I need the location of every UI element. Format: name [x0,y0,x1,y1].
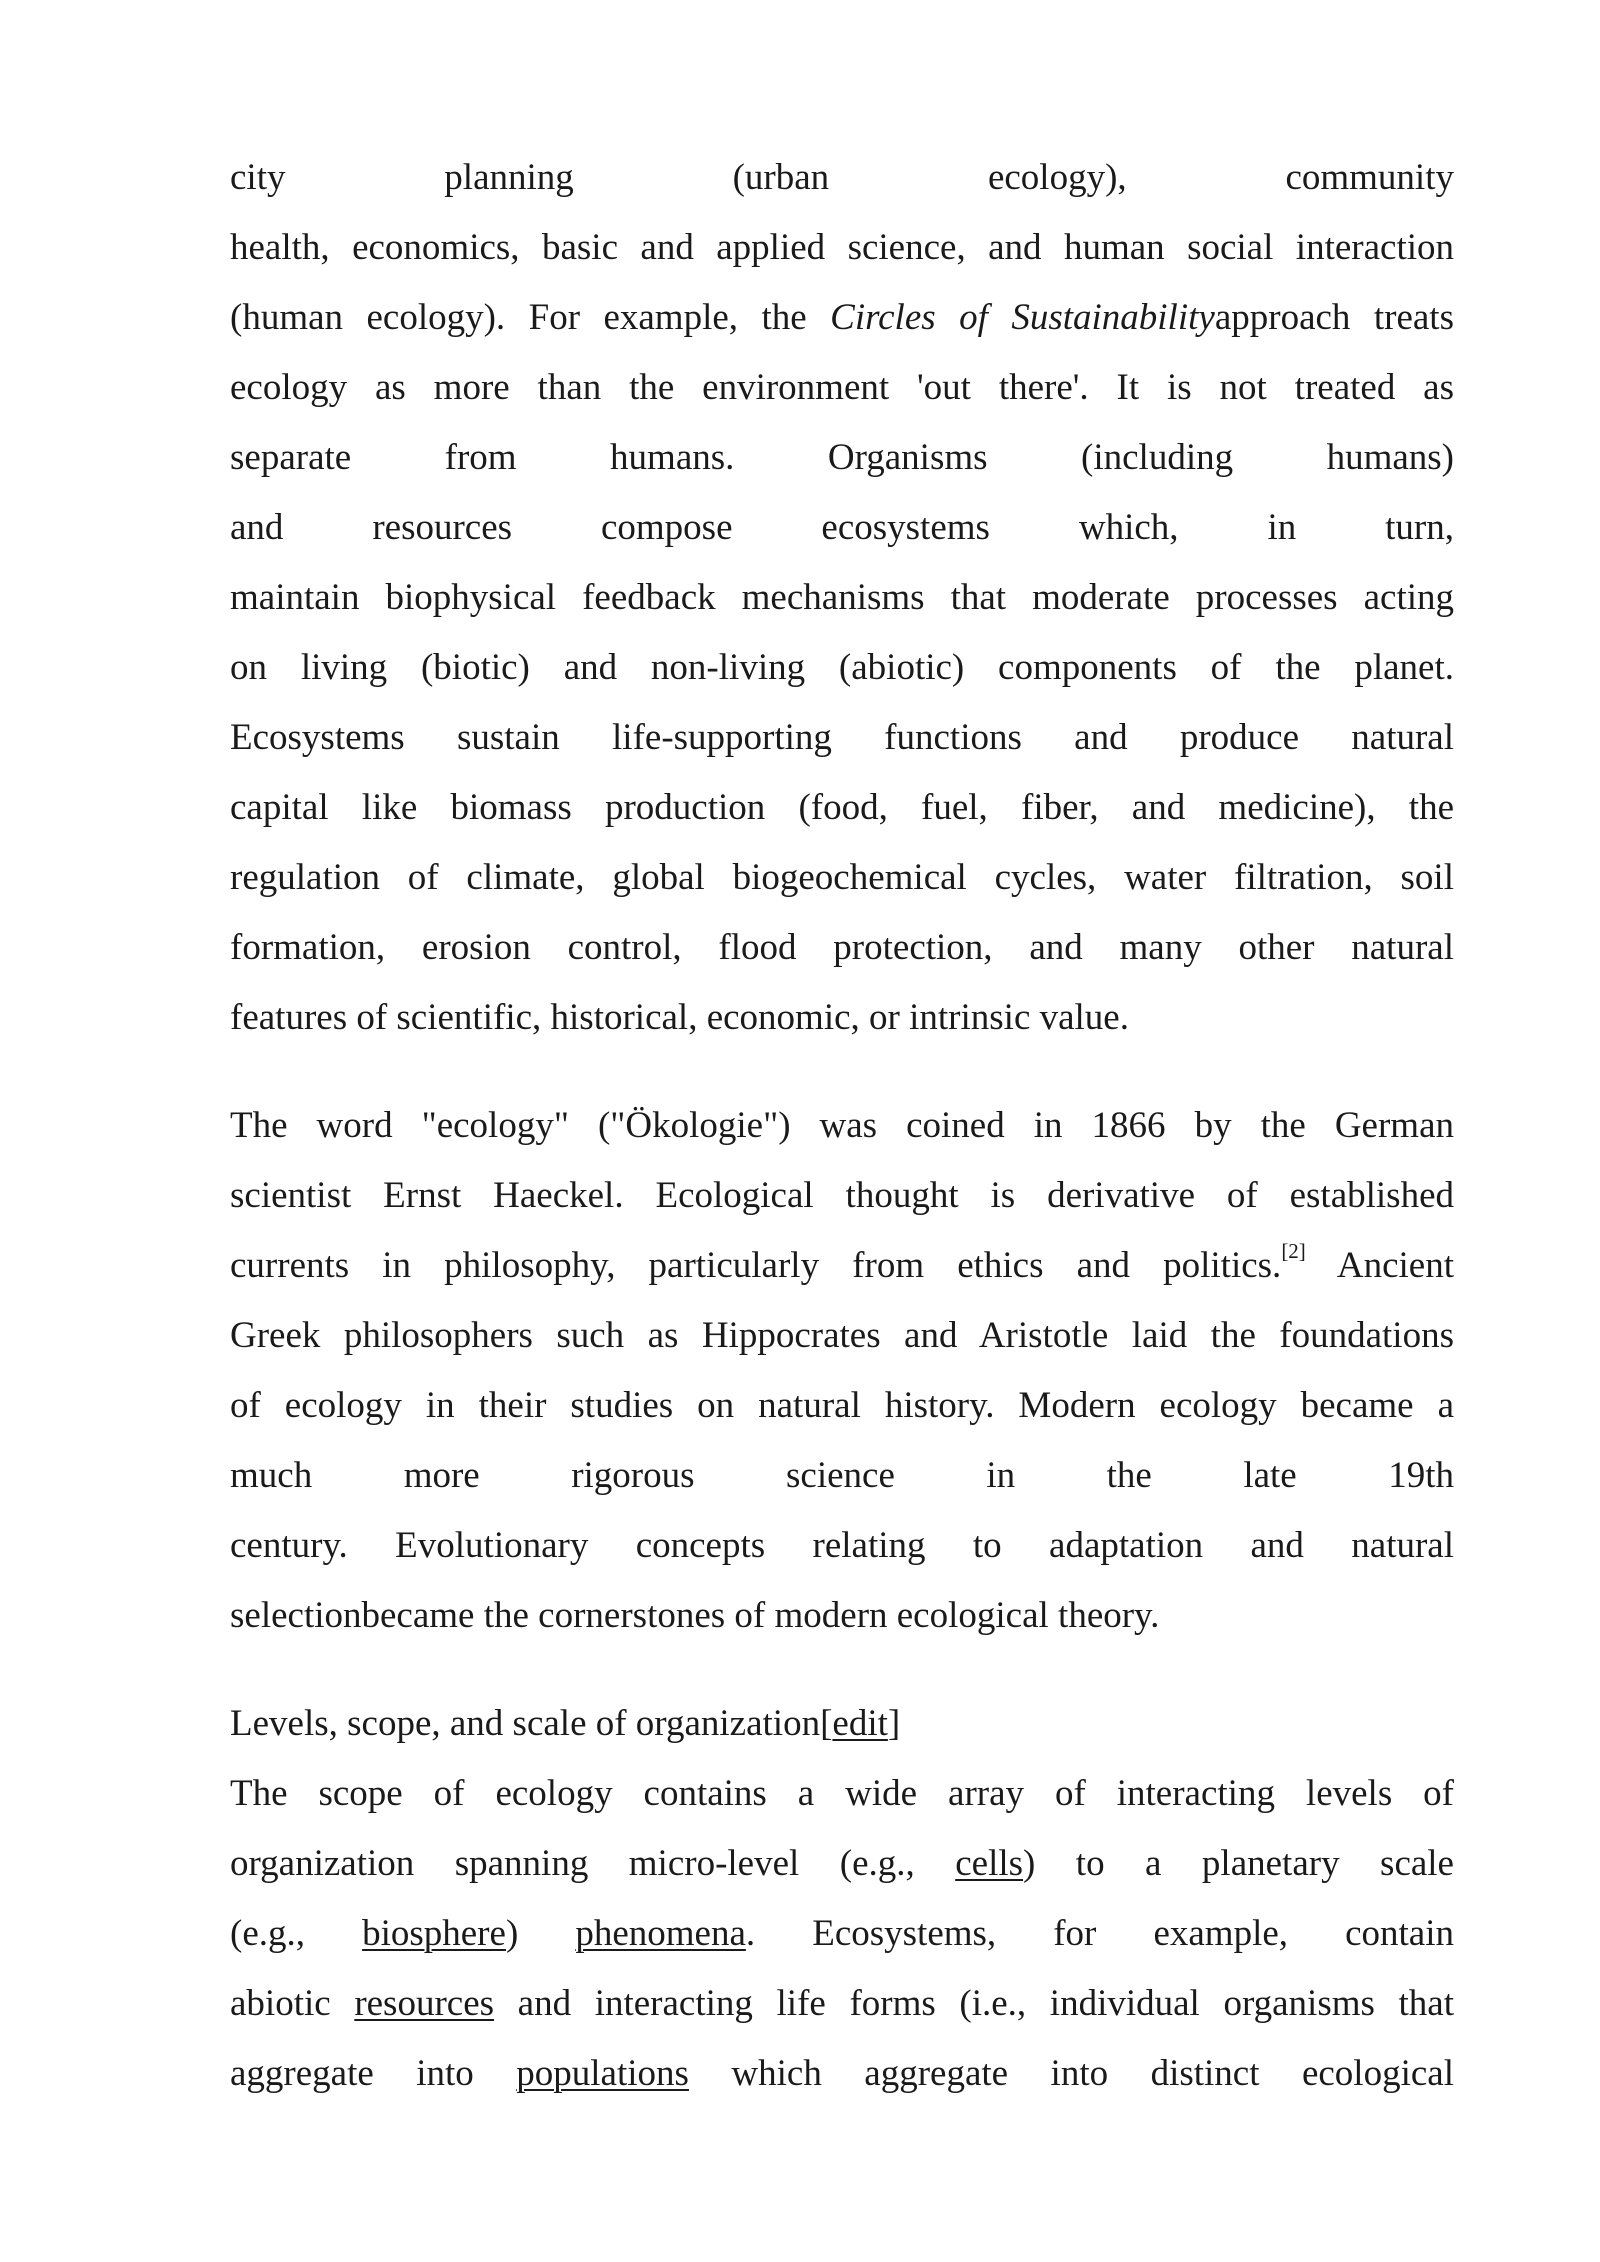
text-span: ) [505,1913,576,1954]
paragraph-gap [230,1656,1454,1694]
text-line [230,1236,1454,1306]
text-span: organization spanning micro-level (e.g., [230,1843,956,1884]
text-line: maintain biophysical feedback mechanisms that moderate processes acting [230,577,1454,618]
text-line: features of scientific, historical, economic, or intrinsic value. [230,997,1129,1038]
text-line: ecology as more than the environment 'out there'. It is not treated as [230,367,1454,408]
paragraph-scope [230,1764,1454,2114]
text-line [230,1974,1454,2044]
text-line: The scope of ecology contains a wide array of interacting levels of [230,1773,1454,1814]
resources-link[interactable]: resources [354,1983,495,2024]
text-span: Ancient [1305,1245,1454,1286]
text-line: Ecosystems sustain life-supporting functions and produce natural [230,717,1454,758]
text-line: century. Evolutionary concepts relating to adaptation and natural [230,1525,1454,1566]
section-heading-text: Levels, scope, and scale of organization [230,1703,821,1744]
paragraph-gap [230,1058,1454,1096]
text-line: separate from humans. Organisms (including humans) [230,437,1454,478]
text-line: and resources compose ecosystems which, in turn, [230,507,1454,548]
populations-link[interactable]: populations [516,2053,689,2094]
text-span: (e.g., [230,1913,363,1954]
paragraph-history [230,1096,1454,1656]
text-span: ) to a planetary scale [1023,1843,1454,1884]
text-span: aggregate into [230,2053,517,2094]
text-span: currents in philosophy, particularly from ethics and politics. [230,1245,1282,1286]
text-span: approach treats [1214,297,1454,338]
text-line: regulation of climate, global biogeochemical cycles, water filtration, soil [230,857,1454,898]
text-span: which aggregate into distinct ecological [688,2053,1454,2094]
text-span: (human ecology). For example, the [230,297,831,338]
text-line: capital like biomass production (food, fuel, fiber, and medicine), the [230,787,1454,828]
text-line: Greek philosophers such as Hippocrates and Aristotle laid the foundations [230,1315,1454,1356]
section-heading [230,1694,1454,1764]
italic-title: Circles of Sustainability [830,297,1215,338]
citation-superscript[interactable]: [2] [1281,1238,1306,1263]
text-line: health, economics, basic and applied science, and human social interaction [230,227,1454,268]
edit-bracket-close: ] [887,1703,901,1744]
text-line: city planning (urban ecology), community [230,157,1454,198]
text-line: selectionbecame the cornerstones of modern ecological theory. [230,1595,1160,1636]
text-span: . Ecosystems, for example, contain [745,1913,1454,1954]
document-page [230,148,1454,2114]
text-line: scientist Ernst Haeckel. Ecological thought is derivative of established [230,1175,1454,1216]
text-line [230,1834,1454,1904]
text-span: abiotic [230,1983,355,2024]
cells-link[interactable]: cells [955,1843,1024,1884]
text-line: on living (biotic) and non-living (abiotic) components of the planet. [230,647,1454,688]
text-span: and interacting life forms (i.e., individual organisms that [494,1983,1454,2024]
text-line [230,1904,1454,1974]
edit-bracket-open: [ [820,1703,833,1744]
biosphere-link[interactable]: biosphere [362,1913,506,1954]
text-line: The word "ecology" ("Ökologie") was coined in 1866 by the German [230,1105,1454,1146]
text-line [230,288,1454,358]
paragraph-human-ecology [230,148,1454,1058]
phenomena-link[interactable]: phenomena [575,1913,746,1954]
text-line: of ecology in their studies on natural history. Modern ecology became a [230,1385,1454,1426]
text-line: formation, erosion control, flood protection, and many other natural [230,927,1454,968]
edit-link[interactable]: edit [832,1703,888,1744]
text-line: much more rigorous science in the late 19th [230,1455,1454,1496]
text-line [230,2044,1454,2114]
